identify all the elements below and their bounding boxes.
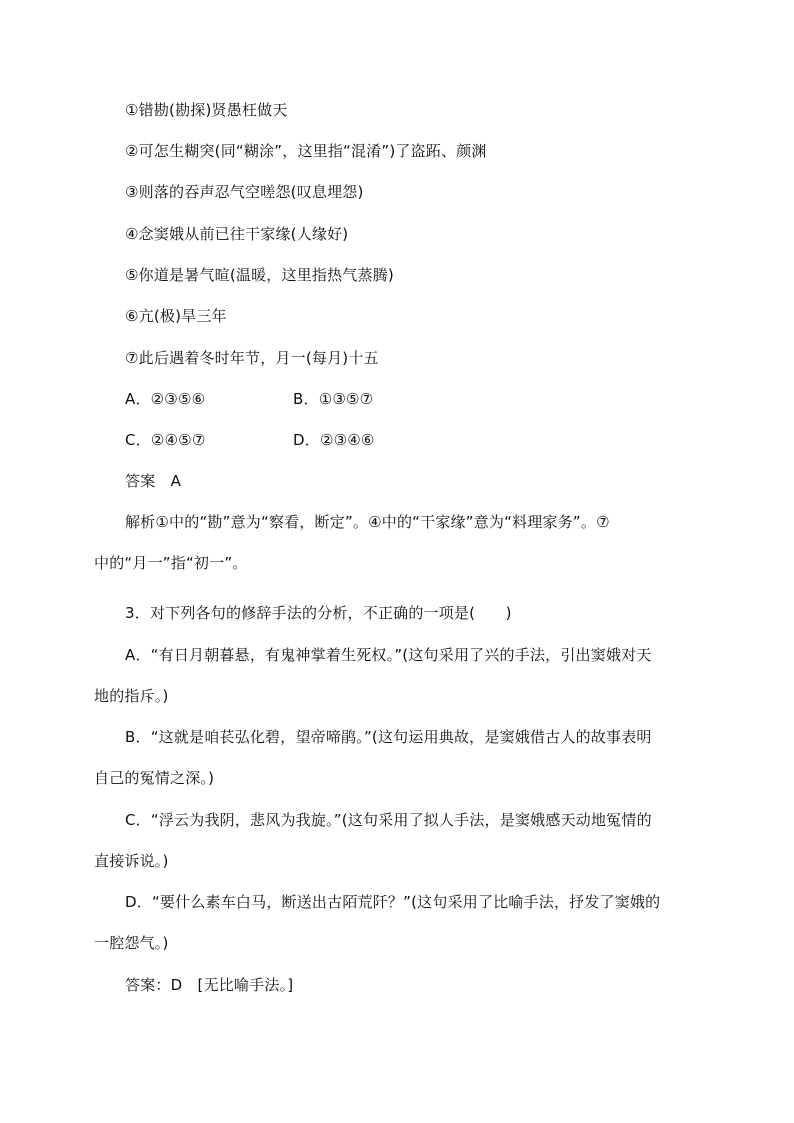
q2-analysis-line-1: 解析①中的“勘”意为“察看，断定”。④中的“干家缘”意为“料理家务”。⑦ [125,513,610,531]
item-2: ②可怎生糊突(同“糊涂”，这里指“混淆”)了盗跖、颜渊 [125,142,487,160]
item-5: ⑤你道是暑气暄(温暖，这里指热气蒸腾) [125,266,394,284]
q2-option-c: C．②④⑤⑦ [125,431,206,449]
q3-option-a-line-1: A．“有日月朝暮悬，有鬼神掌着生死权。”(这句采用了兴的手法，引出窦娥对天 [125,646,652,664]
q3-option-c-line-2: 直接诉说。) [94,852,169,870]
item-3: ③则落的吞声忍气空嗟怨(叹息埋怨) [125,183,364,201]
q3-option-c-line-1: C．“浮云为我阴，悲风为我旋。”(这句采用了拟人手法，是窦娥感天动地冤情的 [125,811,652,829]
q3-stem: 3．对下列各句的修辞手法的分析，不正确的一项是( ) [125,604,512,622]
q3-option-b-line-2: 自己的冤情之深。) [94,769,215,787]
q3-option-b-line-1: B．“这就是咱苌弘化碧，望帝啼鹃。”(这句运用典故，是窦娥借古人的故事表明 [125,728,652,746]
q2-option-a: A．②③⑤⑥ [125,390,206,408]
item-7: ⑦此后遇着冬时年节，月一(每月)十五 [125,349,379,367]
q2-option-b: B．①③⑤⑦ [293,390,374,408]
q2-answer: 答案 A [125,472,182,490]
q3-answer: 答案：D [无比喻手法。] [125,976,294,994]
q3-option-d-line-1: D．“要什么素车白马，断送出古陌荒阡？”(这句采用了比喻手法，抒发了窦娥的 [125,893,661,911]
item-4: ④念窦娥从前已往干家缘(人缘好) [125,225,349,243]
q3-option-a-line-2: 地的指斥。) [94,687,169,705]
q2-option-d: D．②③④⑥ [293,431,375,449]
item-6: ⑥亢(极)旱三年 [125,307,227,325]
item-1: ①错勘(勘探)贤愚枉做天 [125,101,288,119]
q3-option-d-line-2: 一腔怨气。) [94,934,169,952]
q2-analysis-line-2: 中的“月一”指“初一”。 [94,554,248,572]
